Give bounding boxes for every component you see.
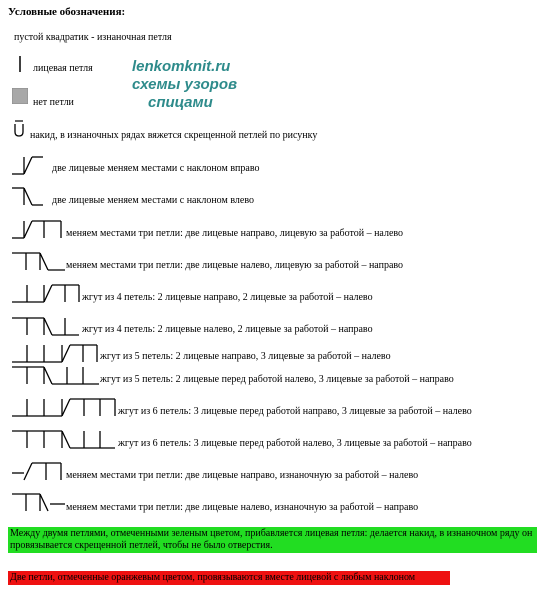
legend-cable-6-left: жгут из 6 петель: 3 лицевые перед работой налево, 3 лицевые за работой – направо xyxy=(118,438,472,449)
yarn-over-icon xyxy=(12,120,26,138)
page-title: Условные обозначения: xyxy=(8,6,126,18)
cross-2-right-icon xyxy=(10,155,44,175)
green-note xyxy=(8,527,537,553)
cable-5-right-icon xyxy=(10,343,98,363)
legend-cable-5-right: жгут из 5 петель: 2 лицевые направо, 3 лицевые за работой – налево xyxy=(100,351,391,362)
cable-5-left-icon xyxy=(10,365,100,385)
red-note-text: Две петли, отмеченные оранжевым цветом, провязываются вместе лицевой с любым наклоном xyxy=(10,572,416,583)
cable-6-right-icon xyxy=(10,397,116,417)
no-stitch-icon xyxy=(12,88,28,104)
legend-cross-purl-right: меняем местами три петли: две лицевые направо, изнаночную за работой – налево xyxy=(66,470,419,481)
legend-cross-2-right: две лицевые меняем местами с наклоном вправо xyxy=(52,163,260,174)
cable-6-left-icon xyxy=(10,429,116,449)
cross-purl-left-icon xyxy=(10,492,66,512)
watermark-line2: схемы узоров xyxy=(132,76,238,93)
watermark-url: lenkomknit.ru xyxy=(132,58,231,75)
legend-yarn-over: накид, в изнаночных рядах вяжется скрещенной петлей по рисунку xyxy=(30,130,318,141)
knit-stitch-icon xyxy=(18,56,22,72)
legend-no-stitch: нет петли xyxy=(33,97,74,108)
legend-knit: лицевая петля xyxy=(33,63,93,74)
cross-3-left-icon xyxy=(10,251,66,271)
watermark-line3: спицами xyxy=(148,94,213,111)
legend-cross-purl-left: меняем местами три петли: две лицевые налево, изнаночную за работой – направо xyxy=(66,502,419,513)
legend-cable-4-left: жгут из 4 петель: 2 лицевые налево, 2 лицевые за работой – направо xyxy=(82,324,373,335)
cross-2-left-icon xyxy=(10,186,44,206)
cable-4-left-icon xyxy=(10,316,80,336)
legend-cable-6-right: жгут из 6 петель: 3 лицевые перед работой направо, 3 лицевые за работой – налево xyxy=(118,406,472,417)
legend-empty-square: пустой квадратик - изнаночная петля xyxy=(14,32,172,43)
green-note-text: Между двумя петлями, отмеченными зеленым цветом, прибавляется лицевая петля: делается накид, в изнаночном ряду он провязывается скрещенной петлей, чтобы не было отверстия. xyxy=(10,528,533,551)
legend-cross-2-left: две лицевые меняем местами с наклоном влево xyxy=(52,195,254,206)
cross-purl-right-icon xyxy=(10,461,62,481)
legend-cable-5-left: жгут из 5 петель: 2 лицевые перед работой налево, 3 лицевые за работой – направо xyxy=(100,374,454,385)
red-note xyxy=(8,571,450,585)
legend-cross-3-left: меняем местами три петли: две лицевые налево, лицевую за работой – направо xyxy=(66,260,404,271)
site-watermark xyxy=(132,58,237,112)
cable-4-right-icon xyxy=(10,283,80,303)
cross-3-right-icon xyxy=(10,219,62,239)
legend-cable-4-right: жгут из 4 петель: 2 лицевые направо, 2 лицевые за работой – налево xyxy=(82,292,373,303)
legend-cross-3-right: меняем местами три петли: две лицевые направо, лицевую за работой – налево xyxy=(66,228,404,239)
